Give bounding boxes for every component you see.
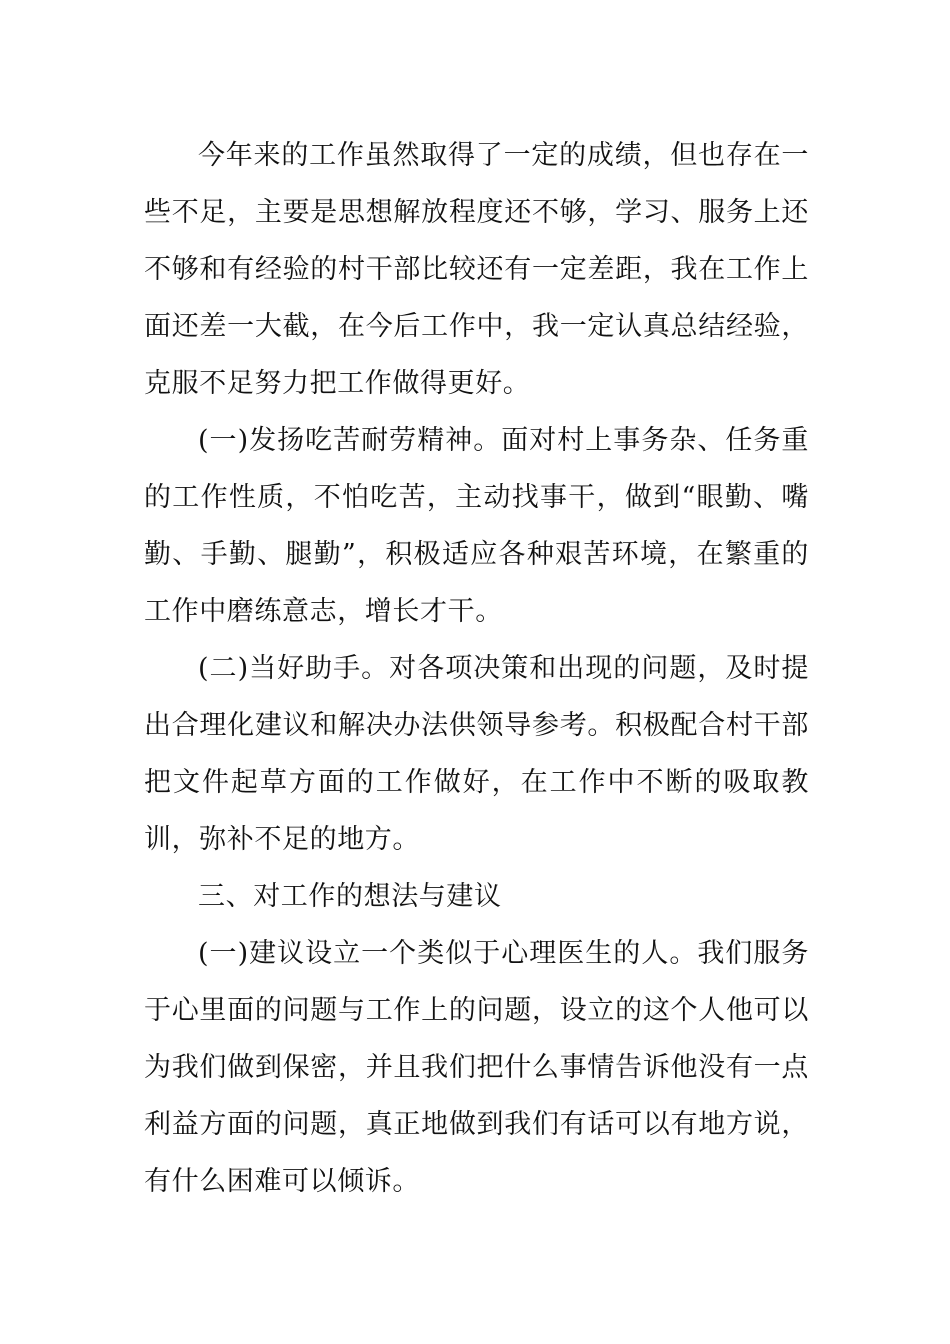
- paragraph-summary: 今年来的工作虽然取得了一定的成绩，但也存在一些不足，主要是思想解放程度还不够，学习、服务上还不够和有经验的村干部比较还有一定差距，我在工作上面还差一大截，在今后工作中，我一定认真总结经验，克服不足努力把工作做得更好。: [144, 140, 809, 399]
- section-heading: 三、对工作的想法与建议: [198, 881, 502, 912]
- paragraph-hardworking: (一)发扬吃苦耐劳精神。面对村上事务杂、任务重的工作性质，不怕吃苦，主动找事干，做到“眼勤、嘴勤、手勤、腿勤”，积极适应各种艰苦环境，在繁重的工作中磨练意志，增长才干。: [144, 425, 809, 627]
- paragraph-assistant: (二)当好助手。对各项决策和出现的问题，及时提出合理化建议和解决办法供领导参考。积极配合村干部把文件起草方面的工作做好，在工作中不断的吸取教训，弥补不足的地方。: [144, 653, 809, 855]
- document-body: [144, 127, 809, 1210]
- paragraph-suggestion: (一)建议设立一个类似于心理医生的人。我们服务于心里面的问题与工作上的问题，设立的这个人他可以为我们做到保密，并且我们把什么事情告诉他没有一点利益方面的问题，真正地做到我们有话可以有地方说，有什么困难可以倾诉。: [144, 938, 809, 1197]
